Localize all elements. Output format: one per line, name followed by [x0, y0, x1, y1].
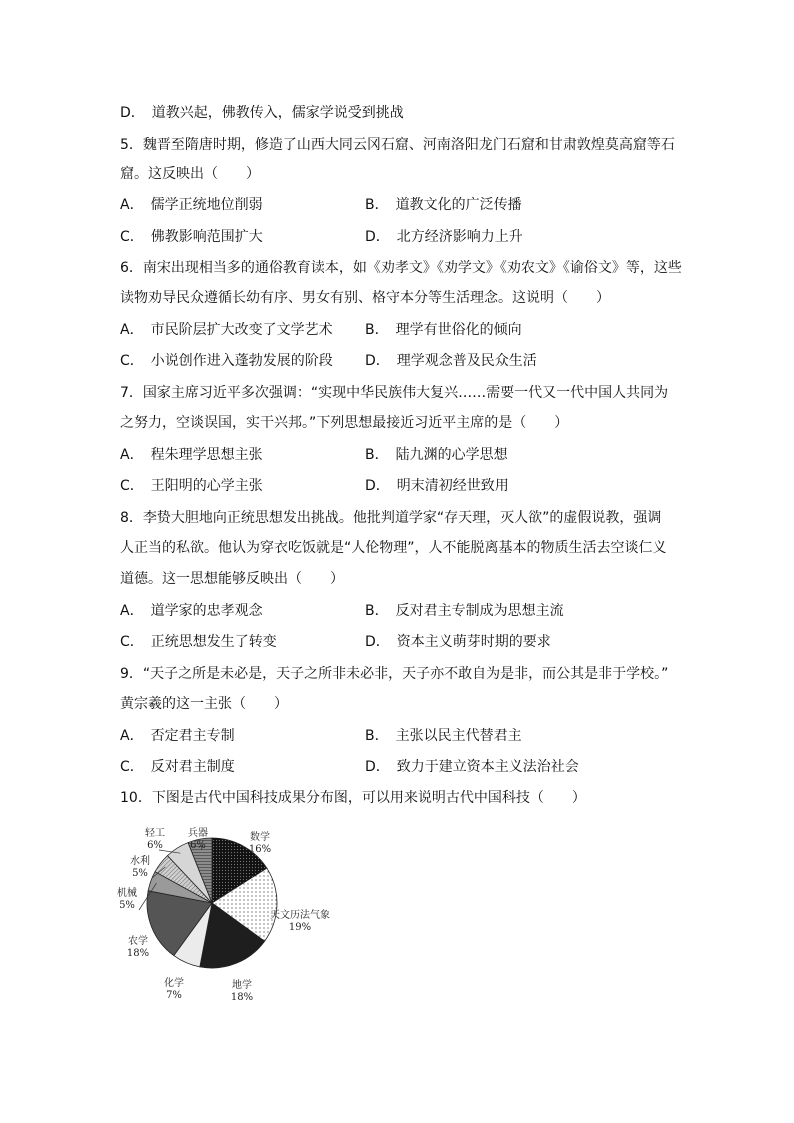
pie-label-name-3: 化学 [164, 978, 184, 989]
pie-label-value-3: 7% [166, 990, 182, 1001]
q9-stem-line2: 黄宗羲的这一主张（ ） [120, 696, 288, 712]
pie-label-name-0: 数学 [250, 832, 270, 843]
pie-svg [110, 818, 370, 1018]
q7-stem-line1: 7．国家主席习近平多次强调：“实现中华民族伟大复兴……需要一代又一代中国人共同为 [120, 385, 669, 401]
pie-label-name-8: 兵器 [188, 828, 208, 839]
q8-option-b: B． 反对君主专制成为思想主流 [365, 603, 564, 619]
q9-option-d: D． 致力于建立资本主义法治社会 [365, 759, 579, 775]
q7-option-a: A． 程朱理学思想主张 [120, 447, 263, 463]
q7-option-c: C． 王阳明的心学主张 [120, 478, 263, 494]
q8-stem-line2: 人正当的私欲。他认为穿衣吃饭就是“人伦物理”，人不能脱离基本的物质生活去空谈仁义 [120, 540, 667, 556]
q5-stem-line1: 5．魏晋至隋唐时期，修造了山西大同云冈石窟、河南洛阳龙门石窟和甘肃敦煌莫高窟等石 [120, 137, 675, 153]
q9-option-b: B． 主张以民主代替君主 [365, 728, 522, 744]
q5-option-b: B． 道教文化的广泛传播 [365, 197, 522, 213]
q9-stem-line1: 9．“天子之所是未必是，天子之所非未必非，天子亦不敢自为是非，而公其是非于学校。” [120, 666, 669, 682]
q8-option-c: C． 正统思想发生了转变 [120, 634, 277, 650]
q6-option-a: A． 市民阶层扩大改变了文学艺术 [120, 322, 333, 338]
pie-label-name-1: 天文历法气象 [270, 910, 330, 921]
pie-label-name-7: 轻工 [145, 828, 165, 839]
q6-option-c: C． 小说创作进入蓬勃发展的阶段 [120, 353, 333, 369]
q6-stem-line2: 读物劝导民众遵循长幼有序、男女有别、格守本分等生活理念。这说明（ ） [120, 290, 610, 306]
pie-label-value-2: 18% [230, 992, 254, 1003]
pie-label-value-7: 6% [147, 840, 163, 851]
q9-option-c: C． 反对君主制度 [120, 759, 235, 775]
pie-label-name-6: 水利 [130, 856, 150, 867]
q7-stem-line2: 之努力，空谈误国，实干兴邦。”下列思想最接近习近平主席的是（ ） [120, 415, 569, 431]
q8-option-a: A． 道学家的忠孝观念 [120, 603, 263, 619]
q7-option-b: B． 陆九渊的心学思想 [365, 447, 508, 463]
pie-label-name-5: 机械 [117, 888, 137, 899]
q5-stem-line2: 窟。这反映出（ ） [120, 166, 260, 182]
pie-label-name-4: 农学 [128, 936, 148, 947]
q8-stem-line3: 道德。这一思想能够反映出（ ） [120, 571, 344, 587]
q9-option-a: A． 否定君主专制 [120, 728, 235, 744]
q5-option-c: C． 佛教影响范围扩大 [120, 229, 263, 245]
q6-stem-line1: 6．南宋出现相当多的通俗教育读本，如《劝孝文》《劝学文》《劝农文》《谕俗文》等，这些 [120, 260, 682, 276]
pie-label-value-0: 16% [248, 844, 272, 855]
pie-label-value-1: 19% [288, 922, 312, 933]
pie-label-value-6: 5% [132, 868, 148, 879]
q5-option-a: A． 儒学正统地位削弱 [120, 197, 263, 213]
pie-label-value-5: 5% [119, 900, 135, 911]
q8-stem-line1: 8．李贽大胆地向正统思想发出挑战。他批判道学家“存天理，灭人欲”的虚假说教，强调 [120, 510, 662, 526]
q6-option-d: D． 理学观念普及民众生活 [365, 353, 537, 369]
pie-label-value-4: 18% [126, 948, 150, 959]
pie-label-value-8: 6% [190, 840, 206, 851]
q10-stem-line1: 10．下图是古代中国科技成果分布图，可以用来说明古代中国科技（ ） [120, 790, 586, 806]
science-achievement-pie-chart [110, 818, 370, 1018]
pie-label-name-2: 地学 [232, 980, 252, 991]
q8-option-d: D． 资本主义萌芽时期的要求 [365, 634, 551, 650]
q6-option-b: B． 理学有世俗化的倾向 [365, 322, 522, 338]
q4-option-d: D． 道教兴起，佛教传入，儒家学说受到挑战 [120, 105, 404, 121]
q5-option-d: D． 北方经济影响力上升 [365, 229, 523, 245]
q7-option-d: D． 明末清初经世致用 [365, 478, 509, 494]
